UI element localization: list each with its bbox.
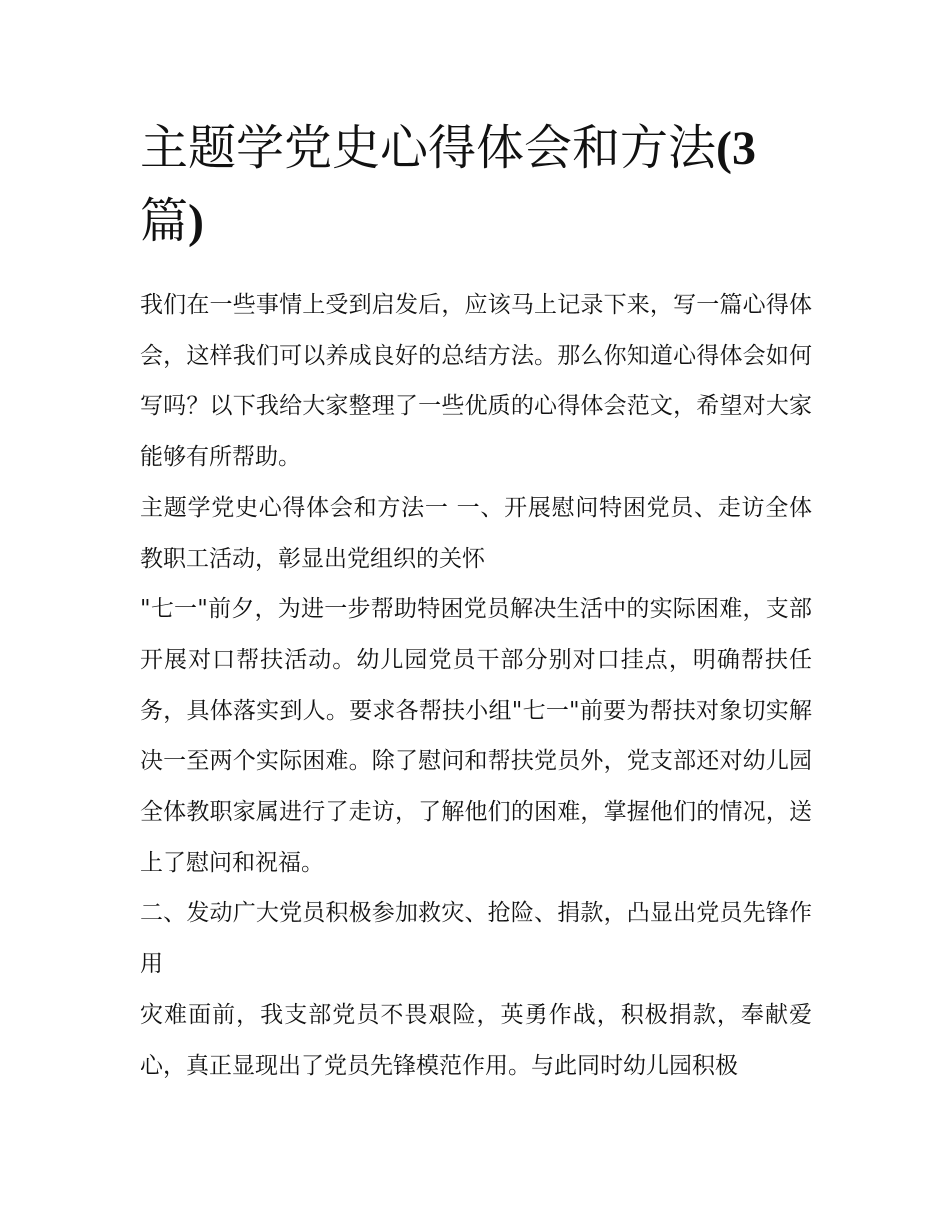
- intro-paragraph: 我们在一些事情上受到启发后，应该马上记录下来，写一篇心得体会，这样我们可以养成良好的总结方法。那么你知道心得体会如何写吗？以下我给大家整理了一些优质的心得体会范文，希望对大家能够有所帮助。: [140, 292, 812, 471]
- section-one-body: "七一"前夕，为进一步帮助特困党员解决生活中的实际困难，支部开展对口帮扶活动。幼儿园党员干部分别对口挂点，明确帮扶任务，具体落实到人。要求各帮扶小组"七一"前要为帮扶对象切实解决一至两个实际困难。除了慰问和帮扶党员外，党支部还对幼儿园全体教职家属进行了走访，了解他们的困难，掌握他们的情况，送上了慰问和祝福。: [140, 596, 812, 876]
- document-page: [140, 112, 812, 1091]
- section-two-body: 灾难面前，我支部党员不畏艰险，英勇作战，积极捐款，奉献爱心，真正显现出了党员先锋模范作用。与此同时幼儿园积极: [140, 1001, 812, 1079]
- section-two-heading: 二、发动广大党员积极参加救灾、抢险、捐款，凸显出党员先锋作用: [140, 900, 812, 978]
- title-paren-close: ): [188, 195, 204, 248]
- section-one-heading: 主题学党史心得体会和方法一 一、开展慰问特困党员、走访全体教职工活动，彰显出党组织的关怀: [140, 494, 812, 572]
- title-suffix: 篇: [140, 193, 189, 249]
- document-title: [140, 112, 812, 258]
- title-paren-open: (: [716, 122, 732, 175]
- title-text: 主题学党史心得体会和方法: [140, 120, 717, 176]
- title-number: 3: [732, 122, 756, 175]
